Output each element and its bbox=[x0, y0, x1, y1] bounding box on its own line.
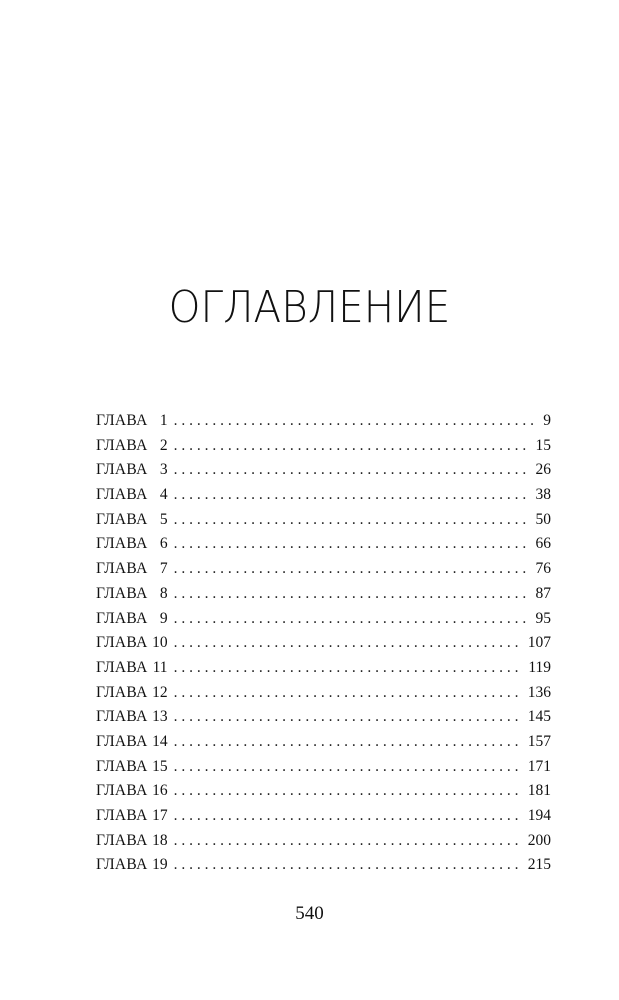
toc-leader-dots bbox=[174, 804, 522, 829]
toc-leader-dots bbox=[174, 681, 522, 706]
toc-entry-page-number: 38 bbox=[535, 486, 551, 504]
toc-entry-page-number: 181 bbox=[527, 782, 551, 800]
toc-entry[interactable] bbox=[96, 853, 551, 878]
toc-entry[interactable] bbox=[96, 779, 551, 804]
toc-entry-page-number: 26 bbox=[535, 461, 551, 479]
toc-entry-chapter-number: 5 bbox=[159, 510, 168, 528]
toc-entry[interactable] bbox=[96, 730, 551, 755]
toc-entry-label: ГЛАВА bbox=[96, 658, 148, 676]
toc-entry[interactable] bbox=[96, 804, 551, 829]
toc-leader-dots bbox=[174, 853, 522, 878]
toc-leader-dots bbox=[174, 656, 523, 681]
toc-leader-dots bbox=[174, 458, 530, 483]
toc-entry[interactable] bbox=[96, 681, 551, 706]
toc-entry-page-number: 50 bbox=[535, 510, 551, 528]
toc-entry-page-number: 15 bbox=[535, 436, 551, 454]
toc-leader-dots bbox=[174, 705, 522, 730]
toc-entry-label: ГЛАВА bbox=[96, 708, 148, 726]
toc-entry-label: ГЛАВА bbox=[96, 782, 148, 800]
toc-entry-page-number: 136 bbox=[527, 683, 551, 701]
toc-entry-chapter-number: 11 bbox=[152, 658, 168, 676]
toc-entry-label: ГЛАВА bbox=[96, 609, 148, 627]
toc-entry-page-number: 194 bbox=[527, 807, 551, 824]
toc-entry-label: ГЛАВА bbox=[96, 757, 148, 775]
toc-entry-page-number: 215 bbox=[527, 856, 551, 874]
toc-leader-dots bbox=[174, 779, 522, 804]
toc-entry[interactable] bbox=[96, 409, 551, 434]
toc-leader-dots bbox=[174, 532, 530, 557]
toc-entry-page-number: 66 bbox=[535, 535, 551, 553]
toc-entry[interactable] bbox=[96, 607, 551, 632]
toc-leader-dots bbox=[174, 508, 530, 533]
toc-entry-chapter-number: 16 bbox=[152, 782, 168, 800]
toc-entry[interactable] bbox=[96, 829, 551, 854]
toc-entry[interactable] bbox=[96, 532, 551, 557]
toc-leader-dots bbox=[174, 434, 530, 459]
toc-entry-chapter-number: 12 bbox=[152, 683, 168, 701]
page-title: ОГЛАВЛЕНИЕ bbox=[168, 282, 451, 333]
toc-entry-page-number: 87 bbox=[535, 584, 551, 602]
toc-entry-chapter-number: 1 bbox=[159, 412, 168, 429]
toc-entry-chapter-number: 15 bbox=[152, 757, 168, 775]
toc-entry-chapter-number: 4 bbox=[159, 486, 168, 504]
toc-entry-label: ГЛАВА bbox=[96, 807, 148, 824]
toc-entry-page-number: 171 bbox=[527, 757, 551, 775]
toc-entry-chapter-number: 3 bbox=[159, 461, 168, 479]
toc-entry[interactable] bbox=[96, 458, 551, 483]
toc-leader-dots bbox=[174, 483, 530, 508]
toc-entry-label: ГЛАВА bbox=[96, 436, 148, 454]
toc-entry-chapter-number: 9 bbox=[159, 609, 168, 627]
toc-leader-dots bbox=[174, 409, 538, 434]
toc-entry-label: ГЛАВА bbox=[96, 831, 148, 849]
toc-entry[interactable] bbox=[96, 483, 551, 508]
toc-entry-label: ГЛАВА bbox=[96, 634, 148, 652]
toc-leader-dots bbox=[174, 829, 522, 854]
toc-entry-chapter-number: 14 bbox=[152, 732, 168, 750]
toc-entry-chapter-number: 19 bbox=[152, 856, 168, 874]
toc-entry[interactable] bbox=[96, 557, 551, 582]
toc-entry-chapter-number: 6 bbox=[159, 535, 168, 553]
toc-entry-label: ГЛАВА bbox=[96, 732, 148, 750]
toc-leader-dots bbox=[174, 755, 522, 780]
toc-leader-dots bbox=[174, 631, 522, 656]
table-of-contents bbox=[96, 409, 551, 878]
toc-entry-page-number: 107 bbox=[527, 634, 551, 652]
toc-entry[interactable] bbox=[96, 508, 551, 533]
toc-entry-label: ГЛАВА bbox=[96, 461, 148, 479]
toc-entry-chapter-number: 8 bbox=[159, 584, 168, 602]
toc-entry-page-number: 119 bbox=[528, 658, 551, 676]
toc-leader-dots bbox=[174, 582, 530, 607]
toc-entry[interactable] bbox=[96, 705, 551, 730]
toc-entry-chapter-number: 10 bbox=[152, 634, 168, 652]
toc-entry-label: ГЛАВА bbox=[96, 486, 148, 504]
toc-entry[interactable] bbox=[96, 582, 551, 607]
toc-entry-label: ГЛАВА bbox=[96, 412, 148, 429]
toc-entry-page-number: 157 bbox=[527, 732, 551, 750]
toc-entry-page-number: 95 bbox=[535, 609, 551, 627]
toc-entry-page-number: 200 bbox=[527, 831, 551, 849]
toc-entry-label: ГЛАВА bbox=[96, 535, 148, 553]
toc-entry[interactable] bbox=[96, 434, 551, 459]
toc-entry-chapter-number: 7 bbox=[159, 560, 168, 578]
toc-leader-dots bbox=[174, 730, 522, 755]
toc-entry-chapter-number: 13 bbox=[152, 708, 168, 726]
toc-entry-chapter-number: 18 bbox=[152, 831, 168, 849]
toc-leader-dots bbox=[174, 557, 530, 582]
toc-entry-label: ГЛАВА bbox=[96, 584, 148, 602]
toc-entry-label: ГЛАВА bbox=[96, 683, 148, 701]
toc-entry-label: ГЛАВА bbox=[96, 510, 148, 528]
toc-entry-label: ГЛАВА bbox=[96, 560, 148, 578]
toc-entry-label: ГЛАВА bbox=[96, 856, 148, 874]
toc-entry-page-number: 145 bbox=[527, 708, 551, 726]
toc-entry-chapter-number: 17 bbox=[152, 807, 168, 824]
toc-entry-chapter-number: 2 bbox=[159, 436, 168, 454]
page-number: 540 bbox=[295, 903, 324, 924]
toc-entry[interactable] bbox=[96, 656, 551, 681]
toc-entry[interactable] bbox=[96, 631, 551, 656]
toc-entry[interactable] bbox=[96, 755, 551, 780]
toc-entry-page-number: 76 bbox=[535, 560, 551, 578]
toc-entry-page-number: 9 bbox=[543, 412, 551, 429]
toc-leader-dots bbox=[174, 607, 530, 632]
